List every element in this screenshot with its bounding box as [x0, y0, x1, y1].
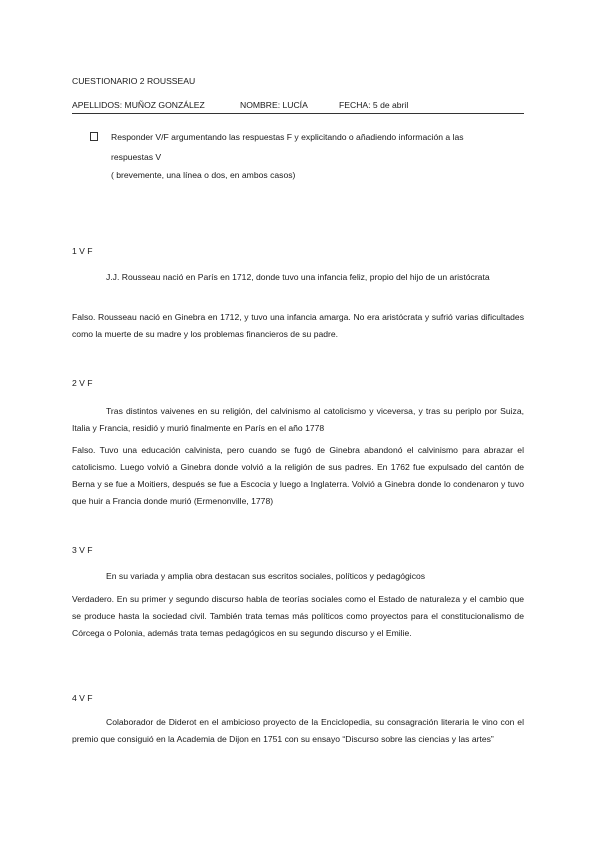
header-underline: [72, 113, 524, 114]
fecha-field: FECHA: 5 de abril: [339, 100, 409, 110]
nombre-field: NOMBRE: LUCÍA: [240, 100, 308, 110]
question-label: 2 V F: [72, 378, 93, 388]
question-statement: En su variada y amplia obra destacan sus escritos sociales, políticos y pedagógicos: [106, 571, 426, 581]
question-label: 1 V F: [72, 246, 93, 256]
question-label: 4 V F: [72, 693, 93, 703]
instructions-line-3: ( brevemente, una línea o dos, en ambos casos): [111, 170, 296, 180]
question-answer: Verdadero. En su primer y segundo discurso habla de teorías sociales como el Estado de naturaleza y el cambio que se produce hasta la sociedad civil. También trata temas más políticos como proyectos para el constitucionalismo de Córcega o Polonia, además trata temas pedagógicos en su segundo discurso y el Emilie.: [72, 594, 524, 638]
apellidos-field: APELLIDOS: MUÑOZ GONZÁLEZ: [72, 100, 205, 110]
question-statement: Tras distintos vaivenes en su religión, del calvinismo al catolicismo y viceversa, y tras su periplo por Suiza, Italia y Francia, residió y murió finalmente en París en el año 1778: [72, 406, 524, 433]
instructions-line-2: respuestas V: [111, 152, 162, 162]
question-answer: Falso. Rousseau nació en Ginebra en 1712, y tuvo una infancia amarga. No era aristócrata y sufrió varias dificultades como la muerte de su madre y los problemas financieros de su padre.: [72, 312, 524, 339]
question-statement: J.J. Rousseau nació en París en 1712, donde tuvo una infancia feliz, propio del hijo de un aristócrata: [106, 272, 490, 282]
document-title: CUESTIONARIO 2 ROUSSEAU: [72, 76, 196, 86]
question-label: 3 V F: [72, 545, 93, 555]
instructions-line-1: Responder V/F argumentando las respuestas F y explicitando o añadiendo información a las: [111, 132, 464, 142]
bullet-box-icon: [90, 132, 98, 141]
question-statement: Colaborador de Diderot en el ambicioso proyecto de la Enciclopedia, su consagración literaria le vino con el premio que consiguió en la Academia de Dijon en 1751 con su ensayo “Discurso sobre las ciencias y las artes”: [72, 717, 524, 744]
question-answer: Falso. Tuvo una educación calvinista, pero cuando se fugó de Ginebra abandonó el calvinismo para abrazar el catolicismo. Luego volvió a Ginebra donde volvió a la religión de sus padres. En 1762 fue expulsado del cantón de Berna y se fue a Moitiers, después se fue a Escocia y luego a Inglaterra. Volvió a Ginebra donde lo condenaron y tuvo que huir a Francia donde murió (Ermenonville, 1778): [72, 445, 524, 506]
